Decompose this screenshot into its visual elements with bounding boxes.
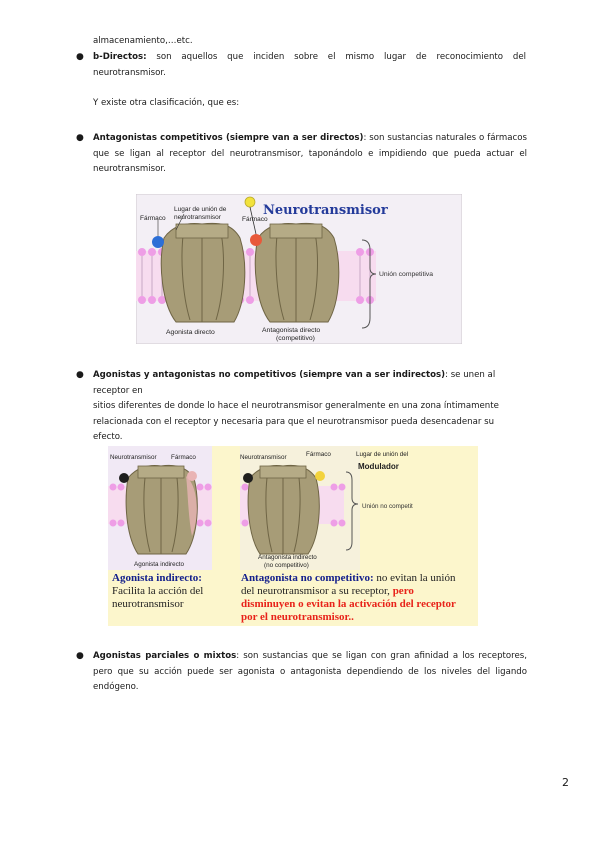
directos-term: b-Directos — [93, 52, 144, 62]
cap-left-2: neurotransmisor — [112, 598, 184, 610]
cap-right-4: por el neurotransmisor.. — [241, 611, 354, 623]
cap-right-1a: no evitan la unión — [373, 572, 456, 584]
bracket-label-2: Unión no competit — [362, 503, 413, 510]
competitive-line3: neurotransmisor. — [93, 164, 166, 174]
other-classification: Y existe otra clasificación, que es: — [93, 98, 240, 108]
right-drug-label: Fármaco — [306, 451, 331, 458]
page-number: 2 — [562, 776, 569, 789]
site-label-1: Lugar de unión de — [174, 206, 227, 213]
caption-antagonist-direct: Antagonista directo — [262, 327, 321, 334]
drug-antagonist-icon — [250, 234, 262, 246]
receptor-right — [255, 223, 338, 322]
competitive-figure — [136, 194, 462, 344]
modulator-label-1: Lugar de unión del — [356, 451, 409, 458]
noncompetitive-line1: : se unen al receptor en — [93, 370, 496, 396]
bullet-icon: ● — [76, 52, 84, 62]
cap-left-1: Facilita la acción del — [112, 585, 204, 597]
drug-left-label: Fármaco — [140, 215, 166, 222]
bullet-icon: ● — [76, 370, 84, 380]
partial-line1: : son sustancias que se ligan con gran afinidad a los receptores, — [236, 651, 527, 661]
caption-indirect-agonist — [112, 572, 203, 611]
right-caption-1: Antagonista indirecto — [258, 554, 317, 561]
neurotransmitter-left-icon — [119, 473, 129, 483]
drug-agonist-icon — [152, 236, 164, 248]
directos-paragraph — [93, 50, 526, 81]
bullet-icon: ● — [76, 133, 84, 143]
caption-noncompetitive-antagonist — [241, 572, 481, 624]
neurotransmitter-right-icon — [243, 473, 253, 483]
cap-right-title: Antagonista no competitivo: — [241, 572, 374, 584]
left-drug-label: Fármaco — [171, 454, 196, 461]
right-caption-2: (no competitivo) — [264, 562, 309, 569]
noncompetitive-line4: efecto. — [93, 432, 123, 442]
left-neuro-label: Neurotransmisor — [110, 454, 157, 461]
intro-line: almacenamiento,…etc. — [93, 36, 193, 46]
competitive-heading: Antagonistas competitivos (siempre van a ser directos) — [93, 133, 364, 143]
partial-heading: Agonistas parciales o mixtos — [93, 651, 237, 661]
figure1-title: Neurotransmisor — [263, 203, 388, 218]
receptor-left — [161, 223, 245, 322]
competitive-paragraph — [93, 131, 527, 178]
drug-left-icon — [187, 471, 197, 481]
cap-right-3: disminuyen o evitan la activación del receptor — [241, 598, 456, 610]
neurotransmitter-icon — [245, 197, 255, 207]
right-neuro-label: Neurotransmisor — [240, 454, 287, 461]
modulator-drug-icon — [315, 471, 325, 481]
caption-agonist-direct: Agonista directo — [166, 329, 215, 336]
site-label-2: neurotransmisor — [174, 214, 221, 221]
directos-colon: : — [143, 52, 147, 62]
noncompetitive-paragraph — [93, 368, 527, 446]
partial-line3: endógeno. — [93, 682, 139, 692]
bracket-label: Unión competitiva — [379, 271, 434, 278]
noncompetitive-line3: relacionada con el receptor y necesaria para que el neurotransmisor pueda desencadenar su — [93, 416, 495, 427]
noncompetitive-figure — [108, 446, 478, 626]
directos-line2: neurotransmisor. — [93, 67, 166, 78]
cap-right-2b: pero — [389, 585, 414, 597]
left-caption: Agonista indirecto — [134, 561, 185, 568]
bullet-icon: ● — [76, 651, 84, 661]
noncompetitive-line2: sitios diferentes de donde lo hace el neurotransmisor generalmente en una zona íntimamente — [93, 401, 499, 411]
directos-line1: son aquellos que inciden sobre el mismo lugar de reconocimiento del — [156, 52, 527, 62]
modulator-label-2: Modulador — [358, 462, 399, 471]
partial-paragraph — [93, 649, 527, 696]
cap-left-title: Agonista indirecto: — [112, 572, 202, 584]
cap-right-2a: del neurotransmisor a su receptor, — [241, 585, 390, 597]
competitive-line2: que se ligan al receptor del neurotransmisor, taponándolo e impidiendo que pueda actuar el — [93, 148, 527, 159]
caption-competitive: (competitivo) — [276, 335, 315, 342]
noncompetitive-heading: Agonistas y antagonistas no competitivos (siempre van a ser indirectos) — [93, 370, 446, 380]
receptor-noncompetitive — [248, 465, 319, 554]
drug-right-label: Fármaco — [242, 216, 268, 223]
partial-line2: pero que su acción puede ser agonista o antagonista dependiendo de los niveles del ligando — [93, 666, 527, 677]
receptor-indirect-agonist — [126, 465, 197, 554]
competitive-line1: : son sustancias naturales o fármacos — [363, 133, 527, 143]
